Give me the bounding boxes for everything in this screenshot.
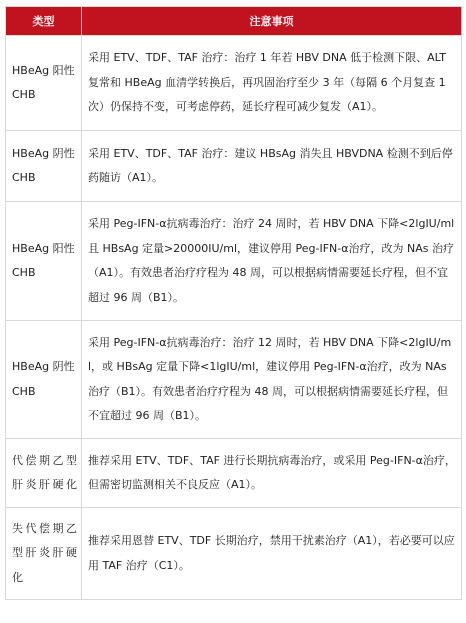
guideline-table: [5, 6, 462, 600]
row-note-cell: 采用 Peg-IFN-α抗病毒治疗：治疗 12 周时，若 HBV DNA 下降<2lgIU/ml，或 HBsAg 定量下降<1lgIU/ml，建议停用 Peg-IFN-α治疗，改为 NAs 治疗（B1）。有效患者治疗疗程为 48 周，可以根据病情需要延长疗程，但不宜超过 96 周（B1）。: [82, 321, 462, 439]
header-notes: 注意事项: [82, 7, 462, 36]
row-note-cell: 采用 Peg-IFN-α抗病毒治疗：治疗 24 周时，若 HBV DNA 下降<2lgIU/ml 且 HBsAg 定量>20000IU/ml，建议停用 Peg-IFN-α治疗，改为 NAs 治疗（A1）。有效患者治疗疗程为 48 周，可以根据病情需要延长疗程，但不宜超过 96 周（B1）。: [82, 202, 462, 321]
row-type-cell: HBeAg 阳性 CHB: [6, 36, 82, 131]
row-type-cell: HBeAg 阴性 CHB: [6, 321, 82, 439]
table-header-row: [6, 7, 462, 36]
row-type-cell: HBeAg 阴性 CHB: [6, 131, 82, 202]
row-note-cell: 采用 ETV、TDF、TAF 治疗：建议 HBsAg 消失且 HBVDNA 检测不到后停药随访（A1）。: [82, 131, 462, 202]
row-type-cell: 代偿期乙型肝炎肝硬化: [6, 439, 82, 508]
table-row: [6, 508, 462, 600]
row-note-cell: 推荐采用 ETV、TDF、TAF 进行长期抗病毒治疗，或采用 Peg-IFN-α治疗，但需密切监测相关不良反应（A1）。: [82, 439, 462, 508]
table-row: [6, 321, 462, 439]
row-note-cell: 采用 ETV、TDF、TAF 治疗：治疗 1 年若 HBV DNA 低于检测下限、ALT 复常和 HBeAg 血清学转换后，再巩固治疗至少 3 年（每隔 6 个月复查 1 次）仍保持不变，可考虑停药，延长疗程可减少复发（A1）。: [82, 36, 462, 131]
row-note-cell: 推荐采用恩替 ETV、TDF 长期治疗，禁用干扰素治疗（A1），若必要可以应用 TAF 治疗（C1）。: [82, 508, 462, 600]
table-row: [6, 202, 462, 321]
row-type-cell: 失代偿期乙型肝炎肝硬化: [6, 508, 82, 600]
table-row: [6, 36, 462, 131]
table-row: [6, 131, 462, 202]
row-type-cell: HBeAg 阳性 CHB: [6, 202, 82, 321]
header-type: 类型: [6, 7, 82, 36]
table-row: [6, 439, 462, 508]
